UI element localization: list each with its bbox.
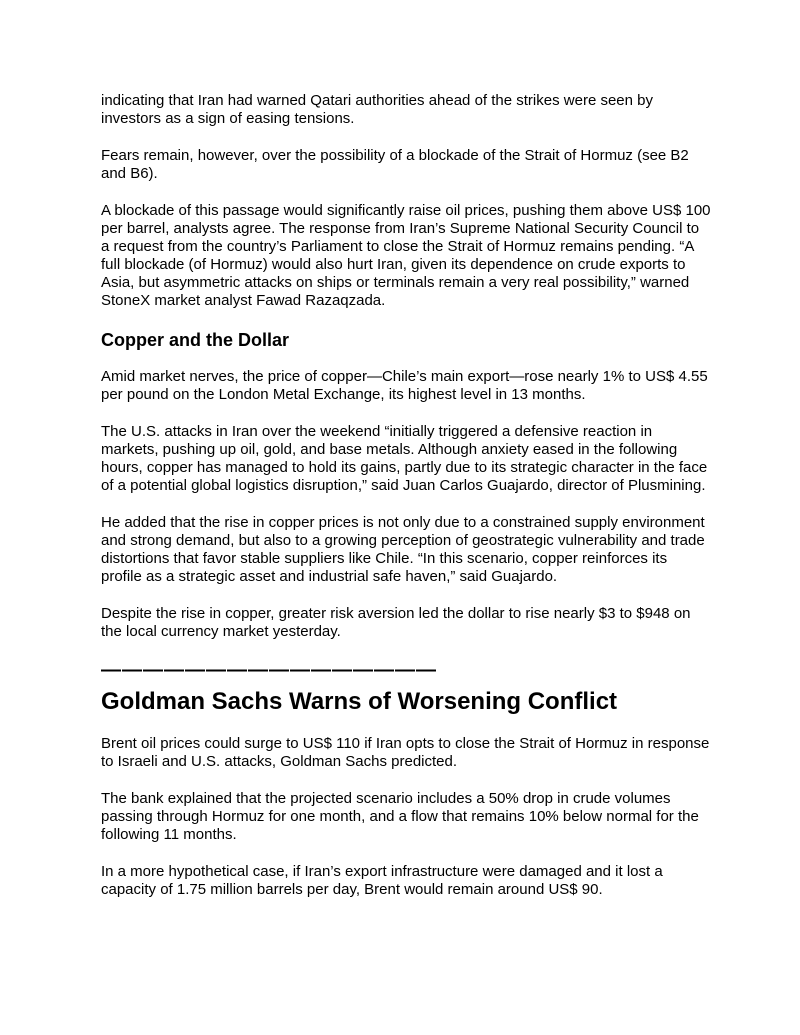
paragraph-copper-price: Amid market nerves, the price of copper—Chile’s main export—rose nearly 1% to US$ 4.55 per pound on the London Metal Exchange, its highest level in 13 months. — [101, 368, 708, 403]
paragraph-projected-scenario: The bank explained that the projected scenario includes a 50% drop in crude volumes passing through Hormuz for one month, and a flow that remains 10% below normal for the following 11 months. — [101, 790, 699, 843]
section-divider: ———————————————— — [101, 659, 437, 681]
article-page — [101, 92, 711, 918]
paragraph-brent-110: Brent oil prices could surge to US$ 110 if Iran opts to close the Strait of Hormuz in response to Israeli and U.S. attacks, Goldman Sachs predicted. — [101, 735, 710, 770]
paragraph-dollar-rise: Despite the rise in copper, greater risk aversion led the dollar to rise nearly $3 to $948 on the local currency market yesterday. — [101, 605, 691, 640]
paragraph-copper-geostrategic: He added that the rise in copper prices is not only due to a constrained supply environment and strong demand, but also to a growing perception of geostrategic vulnerability and trade distortions that favor stable suppliers like Chile. “In this scenario, copper reinforces its profile as a strategic asset and industrial safe haven,” said Guajardo. — [101, 514, 705, 585]
paragraph-hypothetical-case: In a more hypothetical case, if Iran’s export infrastructure were damaged and it lost a capacity of 1.75 million barrels per day, Brent would remain around US$ 90. — [101, 863, 663, 898]
paragraph-iran-qatar-warning: indicating that Iran had warned Qatari authorities ahead of the strikes were seen by investors as a sign of easing tensions. — [101, 92, 653, 127]
paragraph-us-attacks-markets: The U.S. attacks in Iran over the weekend “initially triggered a defensive reaction in markets, pushing up oil, gold, and base metals. Although anxiety eased in the following hours, copper has managed to hold its gains, partly due to its strategic character in the face of a potential global logistics disruption,” said Juan Carlos Guajardo, director of Plusmining. — [101, 423, 708, 494]
paragraph-blockade-oil-prices: A blockade of this passage would significantly raise oil prices, pushing them above US$ 100 per barrel, analysts agree. The response from Iran’s Supreme National Security Council to a request from the country’s Parliament to close the Strait of Hormuz remains pending. “A full blockade (of Hormuz) would also hurt Iran, given its dependence on crude exports to Asia, but asymmetric attacks on ships or terminals remain a very real possibility,” warned StoneX market analyst Fawad Razaqzada. — [101, 202, 711, 309]
headline-goldman-sachs: Goldman Sachs Warns of Worsening Conflict — [101, 688, 618, 715]
section-heading-copper-dollar: Copper and the Dollar — [101, 330, 290, 350]
paragraph-hormuz-fears: Fears remain, however, over the possibility of a blockade of the Strait of Hormuz (see B2 and B6). — [101, 147, 689, 182]
